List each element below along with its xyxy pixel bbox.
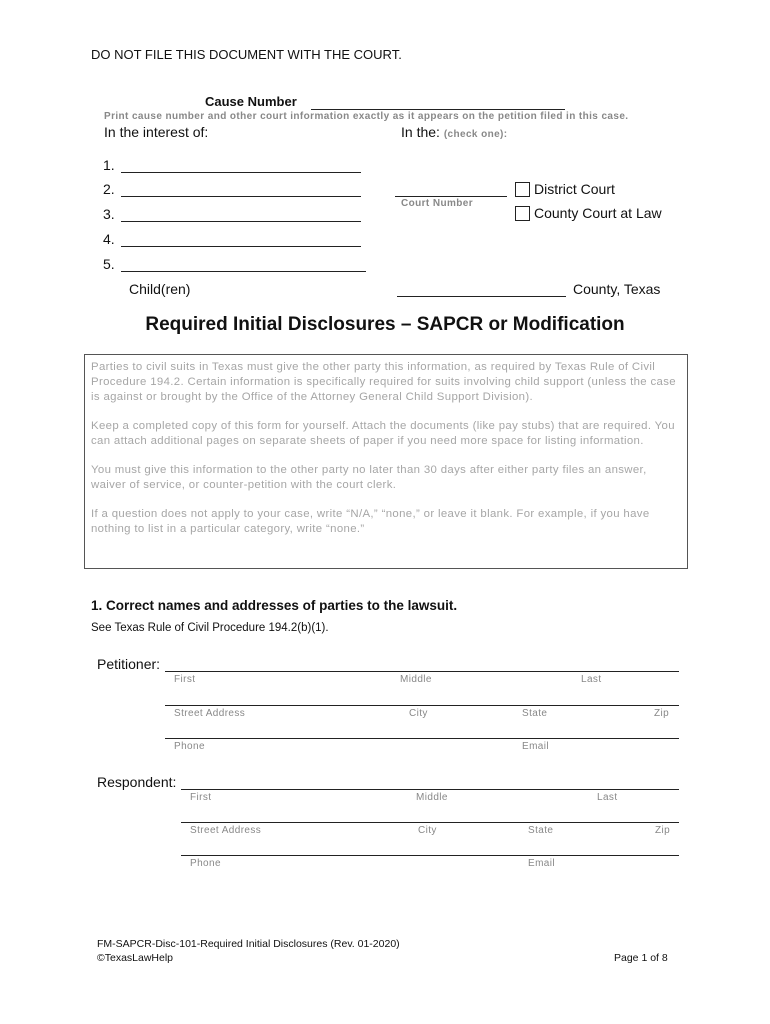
child-name-field-2[interactable] <box>121 181 361 197</box>
child-number-5: 5. <box>103 256 115 272</box>
respondent-zip-label: Zip <box>655 825 671 836</box>
petitioner-name-field[interactable] <box>165 656 679 672</box>
child-name-field-3[interactable] <box>121 206 361 222</box>
petitioner-contact-field[interactable] <box>165 723 679 739</box>
instruction-paragraph-1: Parties to civil suits in Texas must give the other party this information, as required by Texas Rule of Civil Procedure 194.2. Certain information is specifically required for suits involving child support (unless the case is against or brought by the Office of the Attorney General Child Support Division). <box>91 361 676 403</box>
child-number-3: 3. <box>103 206 115 222</box>
petitioner-email-label: Email <box>522 741 550 752</box>
do-not-file-warning: DO NOT FILE THIS DOCUMENT WITH THE COURT. <box>91 47 402 62</box>
section-1-reference: See Texas Rule of Civil Procedure 194.2(b)(1). <box>91 622 329 634</box>
court-number-label: Court Number <box>401 198 474 209</box>
respondent-city-label: City <box>418 825 437 836</box>
petitioner-zip-label: Zip <box>654 708 670 719</box>
respondent-address-field[interactable] <box>181 807 679 823</box>
petitioner-address-field[interactable] <box>165 690 679 706</box>
child-number-1: 1. <box>103 157 115 173</box>
petitioner-label: Petitioner: <box>97 656 161 672</box>
petitioner-last-label: Last <box>581 674 602 685</box>
county-court-label: County Court at Law <box>534 205 662 221</box>
respondent-middle-label: Middle <box>416 792 448 803</box>
district-court-checkbox[interactable] <box>515 182 530 197</box>
in-the-text: In the: <box>401 124 440 140</box>
district-court-label: District Court <box>534 181 615 197</box>
petitioner-middle-label: Middle <box>400 674 432 685</box>
respondent-email-label: Email <box>528 858 556 869</box>
petitioner-street-label: Street Address <box>174 708 246 719</box>
respondent-contact-field[interactable] <box>181 840 679 856</box>
interest-of-label: In the interest of: <box>104 124 209 140</box>
petitioner-first-label: First <box>174 674 196 685</box>
respondent-street-label: Street Address <box>190 825 262 836</box>
form-id: FM-SAPCR-Disc-101-Required Initial Disclosures (Rev. 01-2020) <box>97 938 400 950</box>
document-title: Required Initial Disclosures – SAPCR or Modification <box>145 314 625 335</box>
petitioner-state-label: State <box>522 708 548 719</box>
cause-number-field[interactable] <box>311 94 565 110</box>
in-the-label <box>401 124 508 140</box>
child-number-2: 2. <box>103 181 115 197</box>
respondent-label: Respondent: <box>97 774 177 790</box>
county-texas-label: County, Texas <box>573 281 661 297</box>
child-name-field-4[interactable] <box>121 231 361 247</box>
copyright: ©TexasLawHelp <box>97 952 174 964</box>
respondent-phone-label: Phone <box>190 858 221 869</box>
instruction-paragraph-4: If a question does not apply to your case, write “N/A,” “none,” or leave it blank. For example, if you have nothing to list in a particular category, write “none.” <box>91 508 650 535</box>
cause-number-label: Cause Number <box>205 94 297 109</box>
section-1-heading: 1. Correct names and addresses of parties to the lawsuit. <box>91 598 458 613</box>
petitioner-phone-label: Phone <box>174 741 205 752</box>
instruction-paragraph-2: Keep a completed copy of this form for yourself. Attach the documents (like pay stubs) that are required. You can attach additional pages on separate sheets of paper if you need more space for listing information. <box>91 420 675 447</box>
instruction-paragraph-3: You must give this information to the other party no later than 30 days after either party files an answer, waiver of service, or counter-petition with the court clerk. <box>91 464 647 491</box>
instructions-box <box>84 354 688 569</box>
court-number-field[interactable] <box>395 181 507 197</box>
respondent-name-field[interactable] <box>181 774 679 790</box>
cause-instruction: Print cause number and other court information exactly as it appears on the petition filed in this case. <box>104 111 629 122</box>
respondent-first-label: First <box>190 792 212 803</box>
respondent-last-label: Last <box>597 792 618 803</box>
check-one-hint: (check one): <box>443 129 508 140</box>
children-label: Child(ren) <box>129 281 191 297</box>
respondent-state-label: State <box>528 825 554 836</box>
county-field[interactable] <box>397 281 566 297</box>
child-number-4: 4. <box>103 231 115 247</box>
petitioner-city-label: City <box>409 708 428 719</box>
child-name-field-5[interactable] <box>121 256 366 272</box>
county-court-checkbox[interactable] <box>515 206 530 221</box>
page-number: Page 1 of 8 <box>614 952 668 964</box>
child-name-field-1[interactable] <box>121 157 361 173</box>
